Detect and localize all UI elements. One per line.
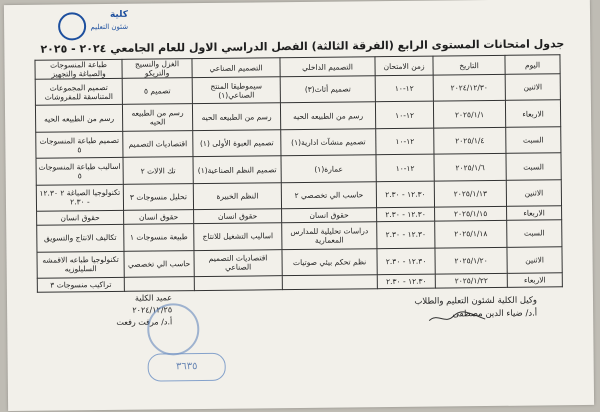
- cell-time: ١٢.٣٠ - ٢.٣٠: [376, 181, 434, 208]
- logo-line1: كلية: [109, 9, 129, 20]
- vice-dean-title: وكيل الكلية لشئون التعليم والطلاب: [414, 295, 538, 307]
- cell-interior-design: [282, 275, 377, 290]
- cell-time: ١٢-١٠: [376, 128, 434, 155]
- cell-date: ٢٠٢٥/١/١٨: [435, 220, 507, 247]
- cell-textile-printing: تكنولوجيا طباعه الاقمشه السليلوزيه: [37, 251, 124, 278]
- cell-interior-design: حاسب الي تخصصي ٢: [281, 181, 376, 208]
- cell-textile-printing: تصميم طباعة المنسوجات ٥: [36, 131, 123, 158]
- cell-spinning-weaving: تحليل منسوجات ٣: [123, 183, 193, 210]
- header-interior-design: التصميم الداخلي: [280, 57, 375, 77]
- cell-date: ٢٠٢٥/١/٢٢: [435, 273, 507, 288]
- document-page: [4, 0, 594, 411]
- cell-spinning-weaving: حقوق انسان: [124, 210, 194, 225]
- cell-spinning-weaving: تصميم ٥: [122, 78, 192, 105]
- header-date: التاريخ: [433, 55, 505, 75]
- cell-date: ٢٠٢٥/١/٢٠: [435, 247, 507, 274]
- logo-emblem: [58, 12, 86, 40]
- cell-industrial-design: النظم الخبيرة: [193, 182, 281, 209]
- cell-day: السبت: [506, 153, 561, 180]
- dean-title: عميد الكلية: [134, 293, 173, 303]
- cell-time: ١٢.٣٠ - ٢.٣٠: [377, 221, 435, 248]
- official-stamp: ٣٦٣٥: [148, 353, 226, 382]
- cell-time: ١٢-١٠: [375, 75, 433, 102]
- exam-schedule-table: [34, 54, 562, 292]
- header-spinning-weaving: الغزل والنسيج والتريكو: [122, 59, 192, 79]
- schedule-title: جدول امتحانات المستوى الرابع (الفرقة الثالثة) الفصل الدراسي الاول للعام الجامعي ٢٠٢٤ - ٢٠٢٥: [40, 37, 565, 56]
- dean-date: ٢٠٢٤/١٢/٢٥: [132, 305, 173, 315]
- cell-interior-design: عمارة(١): [281, 155, 376, 182]
- dean-name: أ.د/ مرفت رفعت: [116, 317, 173, 327]
- header-textile-printing: طباعة المنسوجات والصباغة والتجهيز: [35, 59, 122, 79]
- cell-industrial-design: حقوق انسان: [194, 209, 282, 224]
- cell-textile-printing: تراكيب منسوجات ٣: [37, 277, 124, 292]
- cell-date: ٢٠٢٥/١/٦: [434, 154, 506, 181]
- official-seal: [147, 303, 200, 356]
- cell-time: ١٢.٣٠ - ٢.٣٠: [377, 207, 435, 222]
- cell-spinning-weaving: رسم من الطبيعه الحيه: [122, 104, 192, 131]
- cell-industrial-design: تصميم النظم الصناعية(١): [193, 156, 281, 183]
- header-day: اليوم: [505, 55, 560, 75]
- cell-interior-design: تصميم منشآت ادارية(١): [281, 129, 376, 156]
- cell-industrial-design: تصميم العبوة الأولى (١): [193, 130, 281, 157]
- cell-day: السبت: [507, 220, 562, 247]
- cell-time: ١٢-١٠: [375, 102, 433, 129]
- cell-interior-design: حقوق انسان: [282, 208, 377, 223]
- cell-spinning-weaving: تك الالات ٢: [123, 157, 193, 184]
- cell-textile-printing: حقوق انسان: [37, 211, 124, 226]
- header-time: زمن الامتحان: [375, 56, 433, 76]
- cell-industrial-design: رسم من الطبيعه الحيه: [192, 103, 280, 130]
- cell-time: ١٢.٣٠ - ٢.٣٠: [377, 248, 435, 275]
- cell-time: ١٢.٣٠ - ٢.٣٠: [377, 274, 435, 289]
- handwritten-signature: [427, 310, 487, 325]
- cell-day: الاثنين: [506, 180, 561, 207]
- cell-industrial-design: سيموطيقا المنتج الصناعي(١): [192, 77, 280, 104]
- cell-date: ٢٠٢٥/١/٤: [434, 127, 506, 154]
- cell-day: السبت: [506, 127, 561, 154]
- cell-textile-printing: تكنولوجيا الصباغة ٢ ١٢.٣٠ - ٢.٣٠: [36, 184, 123, 211]
- cell-spinning-weaving: طبيعة منسوجات ١: [124, 224, 194, 251]
- cell-interior-design: رسم من الطبيعه الحيه: [280, 102, 375, 129]
- cell-industrial-design: اساليب التشغيل للانتاج: [194, 223, 282, 250]
- cell-textile-printing: اساليب طباعة المنسوجات ٥: [36, 158, 123, 185]
- cell-industrial-design: [194, 276, 282, 291]
- cell-time: ١٢-١٠: [376, 154, 434, 181]
- cell-textile-printing: تكاليف الانتاج والتسويق: [37, 224, 124, 251]
- cell-spinning-weaving: حاسب الي تخصصي: [124, 250, 194, 277]
- cell-date: ٢٠٢٥/١/١٣: [434, 180, 506, 207]
- cell-spinning-weaving: اقتصاديات التصميم: [123, 130, 193, 157]
- cell-date: ٢٠٢٥/١/١٥: [435, 207, 507, 222]
- vice-dean-name: أ.د/ ضياء الدين مصطفى: [452, 308, 538, 320]
- cell-interior-design: دراسات تحليلية للمدارس المعمارية: [282, 222, 377, 249]
- cell-interior-design: نظم تحكم بيئي صوتيات: [282, 248, 377, 275]
- logo-line2: شئون التعليم: [90, 22, 129, 32]
- cell-industrial-design: اقتصاديات التصميم الصناعي: [194, 249, 282, 276]
- header-industrial-design: التصميم الصناعي: [192, 58, 280, 78]
- cell-day: الاربعاء: [505, 100, 560, 127]
- cell-spinning-weaving: [124, 277, 194, 292]
- cell-textile-printing: رسم من الطبيعه الحيه: [35, 105, 122, 132]
- cell-date: ٢٠٢٥/١/١: [433, 101, 505, 128]
- cell-date: ٢٠٢٤/١٢/٣٠: [433, 74, 505, 101]
- college-logo: [58, 10, 128, 41]
- cell-textile-printing: تصميم المجموعات المتناسقة للمفروشات: [35, 78, 122, 105]
- cell-day: الاربعاء: [507, 273, 562, 288]
- cell-day: الاثنين: [505, 74, 560, 101]
- cell-day: الاثنين: [507, 246, 562, 273]
- cell-interior-design: تصميم أثاث(٣): [280, 76, 375, 103]
- cell-day: الاربعاء: [507, 206, 562, 220]
